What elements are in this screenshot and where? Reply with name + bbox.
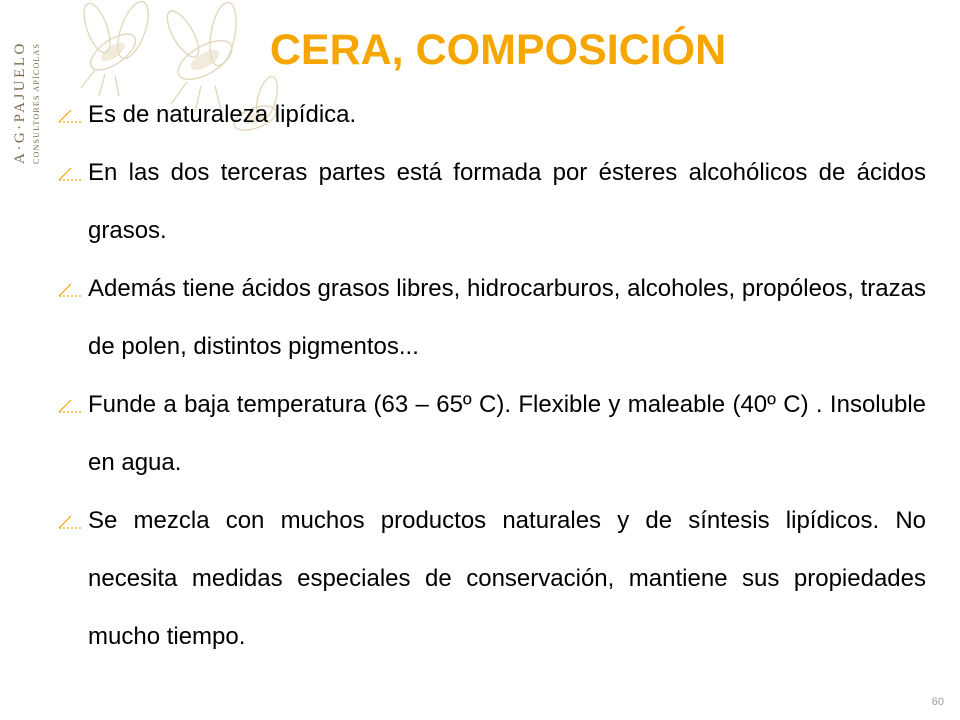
bullet-item [58,260,926,376]
bullet-icon [58,109,82,123]
bullet-text: Funde a baja temperatura (63 – 65º C). Flexible y maleable (40º C) . Insoluble en agua. [88,391,926,476]
brand-name: A·G·PAJUELO [12,41,28,164]
bullet-item [58,492,926,666]
bullet-item [58,376,926,492]
bullet-text: Es de naturaleza lipídica. [88,101,357,128]
slide-title-text: CERA, COMPOSICIÓN [269,26,727,74]
page-number: 60 [931,696,944,708]
bullet-text: Además tiene ácidos grasos libres, hidrocarburos, alcoholes, propóleos, trazas de polen, distintos pigmentos... [88,275,926,360]
bullet-icon [58,515,82,529]
brand-tagline: CONSULTORES APÍCOLAS [32,42,41,164]
bullet-item [58,86,926,144]
bullet-list [58,86,926,666]
slide-title [0,20,960,80]
bullet-text: Se mezcla con muchos productos naturales y de síntesis lipídicos. No necesita medidas especiales de conservación, mantiene sus propiedades mucho tiempo. [88,507,926,650]
bullet-item [58,144,926,260]
bullet-icon [58,283,82,297]
bullet-icon [58,167,82,181]
bullet-icon [58,399,82,413]
bullet-text: En las dos terceras partes está formada por ésteres alcohólicos de ácidos grasos. [88,159,926,244]
